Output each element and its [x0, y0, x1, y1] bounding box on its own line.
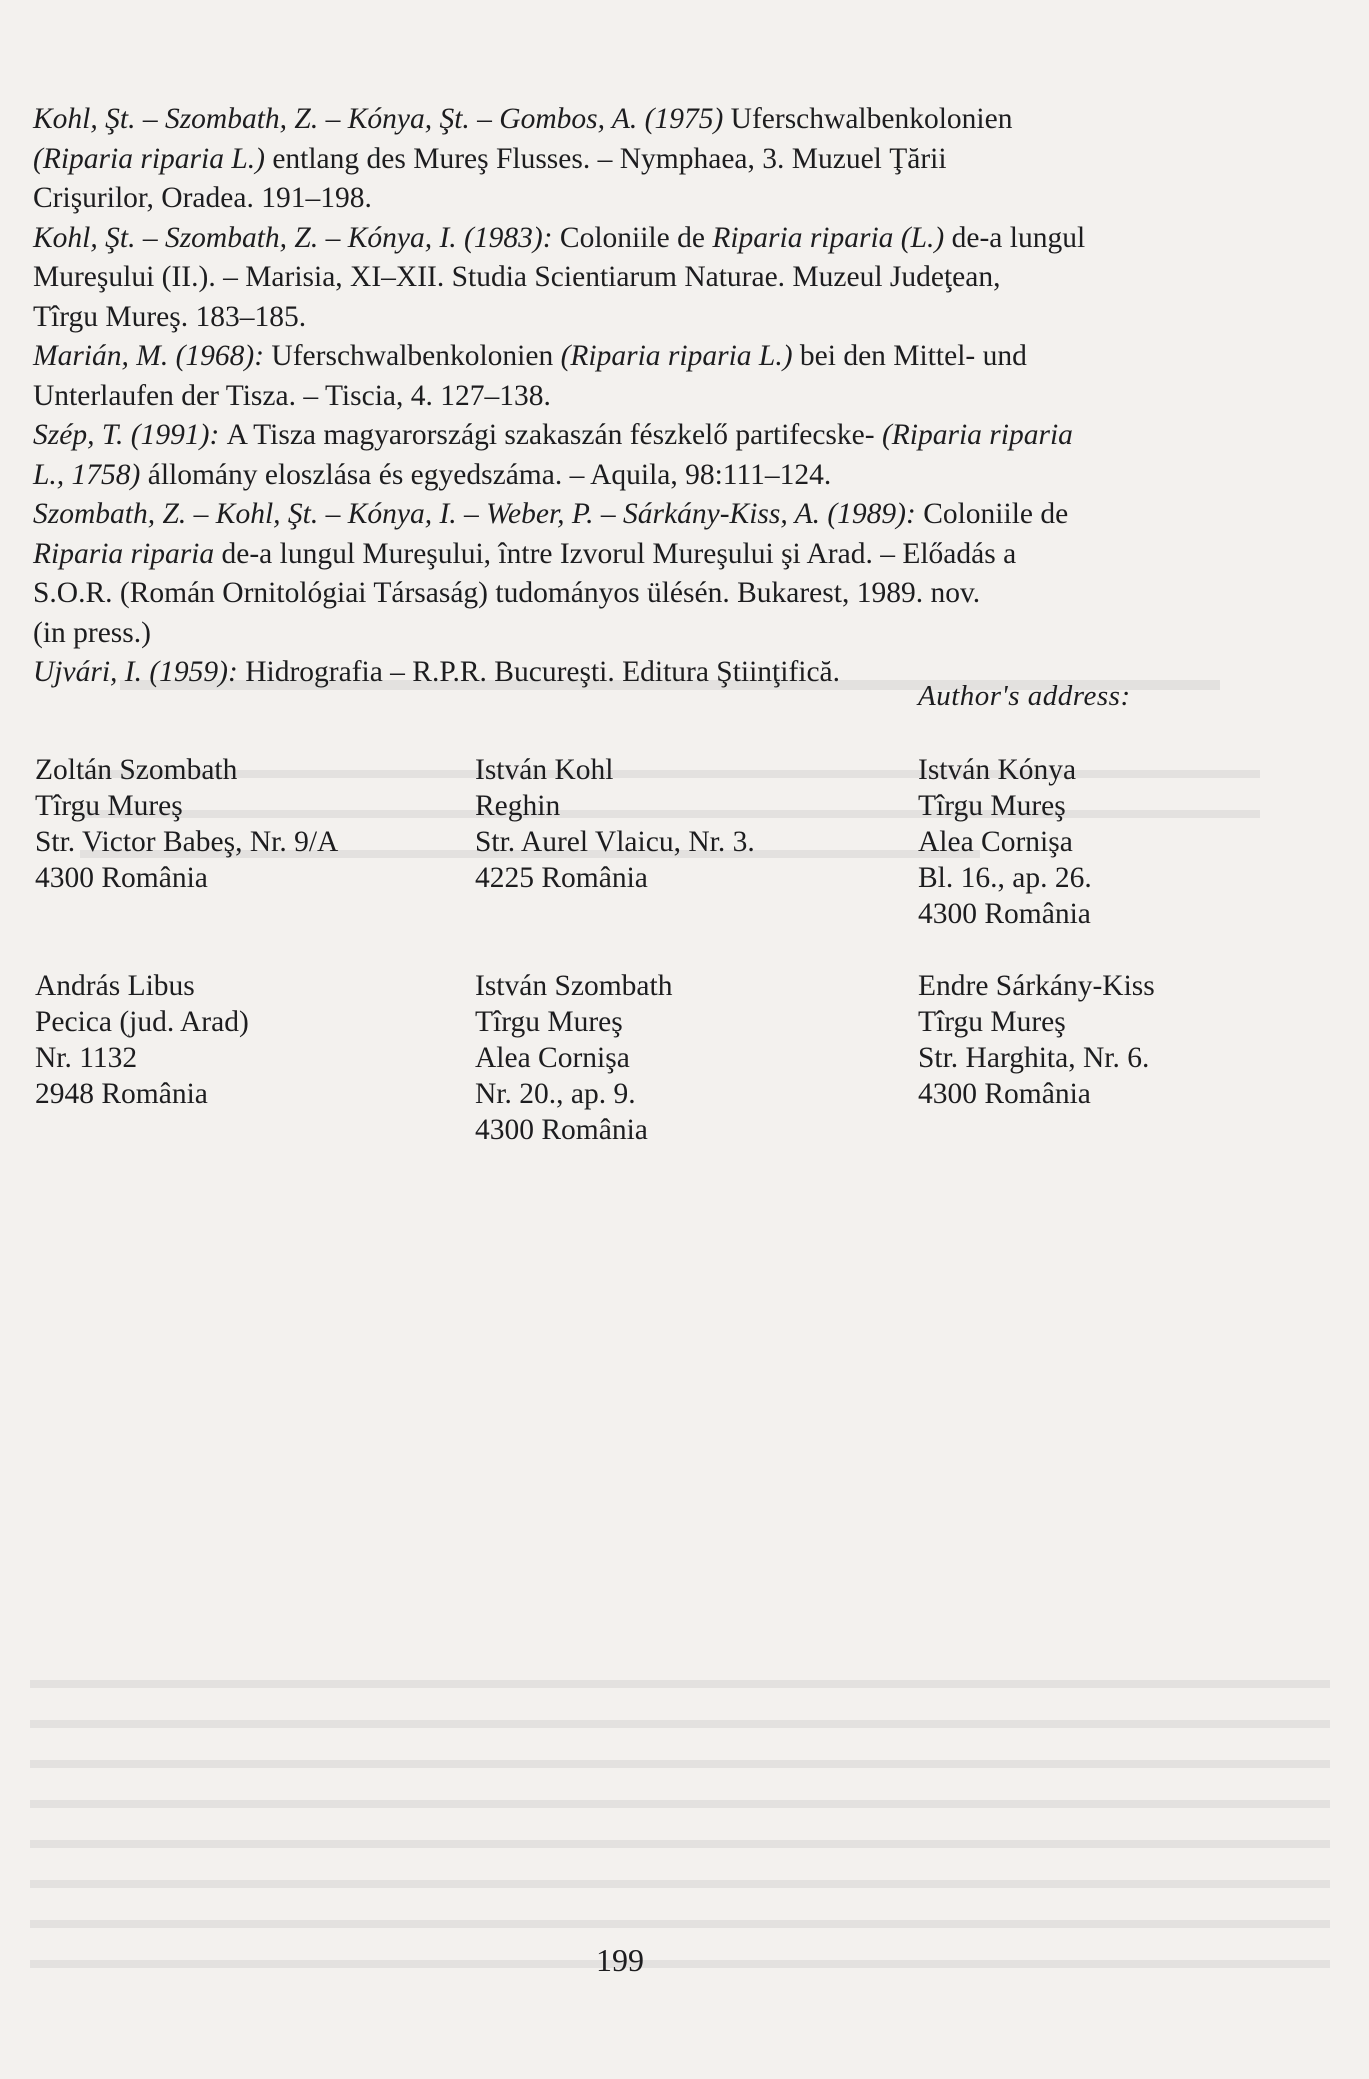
address-line: 4300 România — [918, 1078, 1091, 1110]
reference-entry — [33, 219, 1208, 338]
reference-line — [33, 456, 1208, 496]
address-line: István Kohl — [475, 754, 614, 786]
reference-text: Uferschwalbenkolonien — [730, 103, 1013, 135]
address-line: 4300 România — [918, 898, 1091, 930]
reference-text: Tîrgu Mureş. 183–185. — [33, 300, 307, 333]
reference-line — [33, 535, 1208, 575]
address-line: Tîrgu Mureş — [475, 1006, 623, 1038]
reference-line — [33, 377, 1208, 417]
page-number: 199 — [596, 1942, 644, 1978]
reference-line — [33, 140, 1208, 180]
reference-list — [33, 100, 1208, 693]
authors-address-heading: Author's address: — [918, 680, 1131, 712]
address-line: Nr. 20., ap. 9. — [475, 1078, 636, 1110]
address-block — [35, 968, 249, 1112]
reference-line — [33, 416, 1208, 456]
reference-italic-text: Marián, M. (1968): — [33, 340, 272, 372]
address-line: Reghin — [475, 790, 561, 822]
reference-line — [33, 179, 1208, 219]
address-line: András Libus — [35, 970, 195, 1002]
reference-line — [33, 337, 1208, 377]
address-line: 2948 România — [35, 1078, 208, 1110]
reference-entry — [33, 416, 1208, 495]
reference-italic-text: Kohl, Şt. – Szombath, Z. – Kónya, Şt. – Gombos, A. (1975) — [33, 103, 731, 135]
address-block — [35, 752, 338, 896]
reference-text: Coloniile de — [559, 221, 713, 254]
reference-text: Hidrografia – R.P.R. Bucureşti. Editura Ştiinţifică. — [245, 656, 841, 688]
reference-line — [33, 258, 1208, 298]
reference-line — [33, 298, 1208, 338]
reference-text: Crişurilor, Oradea. 191–198. — [33, 182, 372, 214]
reference-text: Mureşului (II.). – Marisia, XI–XII. Studia Scientiarum Naturae. Muzeul Judeţean, — [33, 261, 1001, 293]
address-line: 4225 România — [475, 862, 648, 894]
reference-italic-text: (Riparia riparia L.) — [560, 340, 800, 372]
reference-italic-text: (Riparia riparia — [881, 419, 1073, 451]
address-line: Bl. 16., ap. 26. — [918, 862, 1092, 894]
reference-entry — [33, 337, 1208, 416]
reference-text: de-a lungul Mureşului, între Izvorul Mureşului şi Arad. – Előadás a — [221, 537, 1017, 570]
address-line: István Kónya — [918, 754, 1077, 786]
address-block — [918, 968, 1155, 1112]
reference-text: bei den Mittel- und — [799, 340, 1027, 372]
reference-line — [33, 219, 1208, 259]
reference-text: Coloniile de — [923, 498, 1069, 530]
reference-text: Uferschwalbenkolonien — [271, 340, 561, 372]
reference-italic-text: (Riparia riparia L.) — [33, 142, 273, 175]
address-line: István Szombath — [475, 970, 673, 1002]
reference-text: A Tisza magyarországi szakaszán fészkelő partifecske- — [226, 419, 882, 451]
reference-line — [33, 614, 1208, 654]
reference-entry — [33, 100, 1208, 219]
reference-line — [33, 100, 1208, 140]
address-line: Endre Sárkány-Kiss — [918, 970, 1155, 1002]
address-line: Pecica (jud. Arad) — [35, 1006, 249, 1038]
address-line: Str. Aurel Vlaicu, Nr. 3. — [475, 826, 755, 858]
reference-italic-text: Riparia riparia — [33, 537, 222, 570]
address-line: Alea Cornişa — [918, 826, 1073, 858]
address-line: Tîrgu Mureş — [918, 1006, 1066, 1038]
reference-italic-text: Szép, T. (1991): — [33, 419, 227, 451]
reference-text: (in press.) — [33, 616, 151, 649]
reference-line — [33, 495, 1208, 535]
reference-italic-text: Szombath, Z. – Kohl, Şt. – Kónya, I. – Weber, P. – Sárkány-Kiss, A. (1989): — [33, 498, 924, 530]
reference-text: állomány eloszlása és egyedszáma. – Aquila, 98:111–124. — [147, 458, 832, 491]
address-line: Tîrgu Mureş — [918, 790, 1066, 822]
reference-text: entlang des Mureş Flusses. – Nymphaea, 3. Muzuel Ţării — [272, 142, 947, 175]
address-block — [475, 968, 672, 1148]
address-line: Str. Harghita, Nr. 6. — [918, 1042, 1150, 1074]
reference-entry — [33, 495, 1208, 653]
reference-text: de-a lungul — [951, 221, 1086, 254]
address-line: Nr. 1132 — [35, 1042, 138, 1074]
address-block — [475, 752, 755, 896]
reference-text: S.O.R. (Román Ornitológiai Társaság) tudományos ülésén. Bukarest, 1989. nov. — [33, 577, 981, 609]
reference-line — [33, 574, 1208, 614]
reference-italic-text: Riparia riparia (L.) — [712, 221, 952, 254]
reference-text: Unterlaufen der Tisza. – Tiscia, 4. 127–138. — [33, 379, 551, 412]
address-line: Alea Cornişa — [475, 1042, 630, 1074]
address-line: Tîrgu Mureş — [35, 790, 183, 822]
reference-italic-text: Ujvári, I. (1959): — [33, 656, 246, 688]
address-block — [918, 752, 1092, 932]
address-line: Str. Victor Babeş, Nr. 9/A — [35, 826, 339, 858]
address-line: Zoltán Szombath — [35, 754, 238, 786]
reference-italic-text: L., 1758) — [33, 458, 148, 491]
address-line: 4300 România — [475, 1114, 648, 1146]
address-line: 4300 România — [35, 862, 208, 894]
reference-italic-text: Kohl, Şt. – Szombath, Z. – Kónya, I. (1983): — [33, 221, 560, 254]
